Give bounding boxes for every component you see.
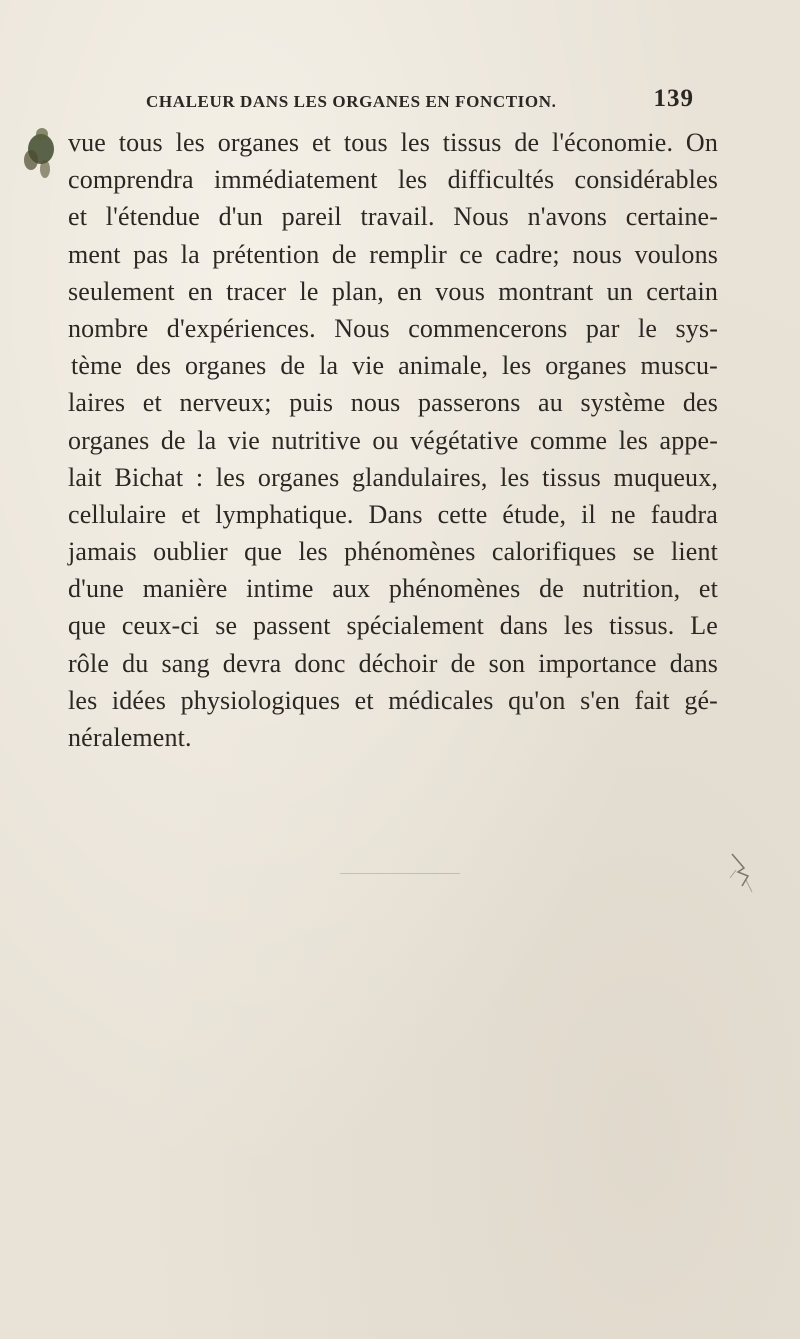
text-line: ment pas la prétention de remplir ce cadre; nous voulons [68,239,718,269]
ink-stain [22,124,60,184]
text-line: les idées physiologiques et médicales qu'on s'en fait gé- [68,685,718,715]
text-line-last: néralement. [68,723,192,752]
text-line: lait Bichat : les organes glandulaires, les tissus muqueux, [68,462,718,492]
text-line: cellulaire et lymphatique. Dans cette étude, il ne faudra [68,499,718,529]
text-line: et l'étendue d'un pareil travail. Nous n'avons certaine- [68,202,718,232]
running-title: CHALEUR DANS LES ORGANES EN FONCTION. [146,92,557,111]
text-line: rôle du sang devra donc déchoir de son importance dans [68,648,718,678]
pencil-mark [728,852,764,896]
text-line: laires et nerveux; puis nous passerons au système des [68,388,718,418]
body-text [68,124,718,756]
text-line: vue tous les organes et tous les tissus de l'économie. On [68,128,718,157]
faint-rule [340,873,460,874]
text-line: d'une manière intime aux phénomènes de nutrition, et [68,574,718,604]
text-line: jamais oublier que les phénomènes calorifiques se lient [68,537,718,567]
text-line: comprendra immédiatement les difficultés considérables [68,165,718,195]
running-head [146,85,694,116]
text-line: nombre d'expériences. Nous commencerons par le sys- [68,313,718,343]
page-number: 139 [653,85,694,112]
text-line: que ceux-ci se passent spécialement dans les tissus. Le [68,611,718,641]
text-line: tème des organes de la vie animale, les organes muscu- [71,351,718,381]
text-line: seulement en tracer le plan, en vous montrant un certain [68,276,718,306]
text-line: organes de la vie nutritive ou végétative comme les appe- [68,425,718,455]
